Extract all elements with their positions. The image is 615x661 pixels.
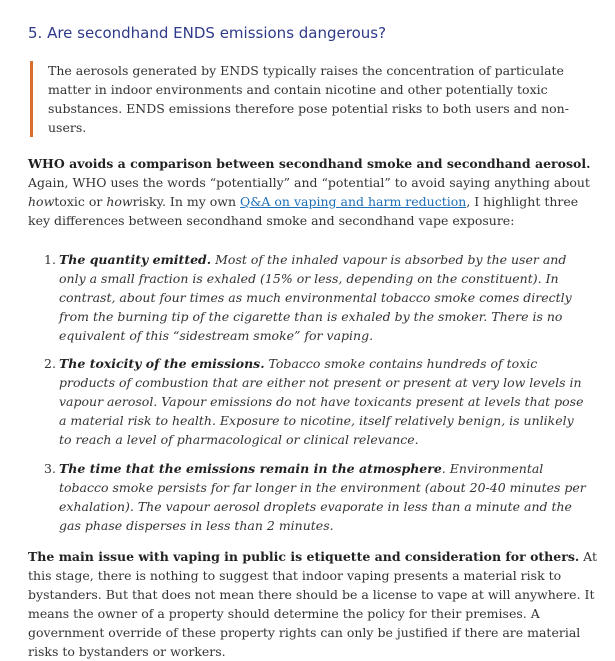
intro-emphasis-how-1: how [28, 194, 55, 209]
intro-lead: WHO avoids a comparison between secondhand smoke and secondhand aerosol. [28, 156, 591, 171]
who-quote: The aerosols generated by ENDS typically raises the concentration of particulate matter in indoor environments and contain nicotine and other potentially toxic substances. ENDS emissions therefore pose potential risks to both users and non-users. [30, 61, 576, 137]
closing-lead: The main issue with vaping in public is etiquette and consideration for others. [28, 549, 580, 564]
list-item-lead: The toxicity of the emissions. [59, 356, 265, 371]
intro-paragraph [28, 154, 598, 230]
list-item-body [59, 250, 589, 345]
intro-text-4: , I highlight three key differences between secondhand smoke and secondhand vape exposure: [28, 194, 579, 228]
list-item-body [59, 459, 589, 535]
list-item-number: 1. [44, 252, 56, 267]
qa-vaping-link[interactable]: Q&A on vaping and harm reduction [240, 194, 467, 209]
list-item-number: 2. [44, 356, 56, 371]
list-item-text: Most of the inhaled vapour is absorbed by the user and only a small fraction is exhaled (15% or less, depending on the constituent). In contrast, about four times as much environmental tobacco smoke comes directly from the burning tip of the cigarette than is exhaled by the smoker. There is no equivalent of this “sidestream smoke” for vaping. [59, 252, 572, 343]
list-item-text: Tobacco smoke contains hundreds of toxic products of combustion that are either not present or present at very low levels in vapour aerosol. Vapour emissions do not have toxicants present at levels that pose a material risk to health. Exposure to nicotine, itself relatively benign, is unlikely to reach a level of pharmacological or clinical relevance. [59, 356, 584, 447]
intro-text-3: risky. In my own [132, 194, 241, 209]
list-item-lead: The time that the emissions remain in the atmosphere [59, 461, 442, 476]
list-item-number: 3. [44, 461, 56, 476]
list-item-body [59, 354, 589, 449]
intro-text-2: toxic or [54, 194, 107, 209]
list-item-lead: The quantity emitted. [59, 252, 212, 267]
closing-paragraph [28, 547, 598, 661]
list-item-text: . Environmental tobacco smoke persists for far longer in the environment (about 20-40 minutes per exhalation). The vapour aerosol droplets evaporate in less than a minute and the gas phase disperses in less than 2 minutes. [59, 461, 586, 533]
intro-text-1: Again, WHO uses the words “potentially” and “potential” to avoid saying anything about [28, 175, 590, 190]
section-heading: 5. Are secondhand ENDS emissions dangerous? [28, 24, 387, 42]
closing-text: At this stage, there is nothing to suggest that indoor vaping presents a material risk to bystanders. But that does not mean there should be a license to vape at will anywhere. It means the owner of a property should determine the policy for their premises. A government override of these property rights can only be justified if there are material risks to bystanders or workers. [28, 549, 598, 659]
intro-emphasis-how-2: how [106, 194, 133, 209]
